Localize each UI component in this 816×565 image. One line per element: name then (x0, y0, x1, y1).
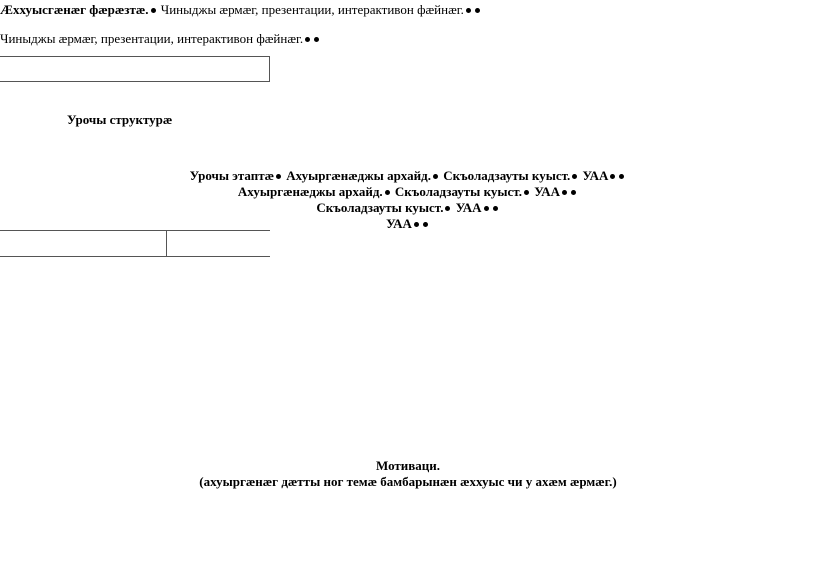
structure-row-3 (0, 200, 816, 216)
resources-line-repeat (0, 31, 321, 47)
item-teacher: Ахуыргæнæджы архайд. (286, 168, 431, 183)
resources-text-repeat: Чиныджы æрмæг, презентации, интерактивон фæйнæг. (0, 31, 304, 46)
bullet-icon (484, 206, 489, 211)
bullet-icon (151, 8, 156, 13)
resources-label: Æххуысгæнæг фæрæзтæ. (0, 2, 149, 17)
bullet-icon (305, 37, 310, 42)
bullet-icon (571, 190, 576, 195)
bullet-icon (466, 8, 471, 13)
bullet-icon (562, 190, 567, 195)
table-top-border (0, 230, 270, 231)
item-uaa: УАА (534, 184, 561, 199)
bullet-icon (610, 174, 615, 179)
item-uaa: УАА (582, 168, 609, 183)
bullet-icon (385, 190, 390, 195)
item-uaa: УАА (455, 200, 482, 215)
bullet-icon (524, 190, 529, 195)
table-column-divider (166, 230, 167, 256)
motivation-title: Мотиваци. (375, 458, 441, 473)
motivation-subtitle: (ахуыргæнæг дæтты ног темæ бамбарынæн æххуыс чи у ахæм æрмæг.) (199, 474, 617, 489)
bullet-icon (475, 8, 480, 13)
resources-text: Чиныджы æрмæг, презентации, интерактивон фæйнæг. (160, 2, 464, 17)
bullet-icon (619, 174, 624, 179)
bullet-icon (423, 222, 428, 227)
empty-table-cell (0, 56, 270, 82)
item-uaa: УАА (386, 216, 412, 231)
structure-block (0, 168, 816, 232)
table-bottom-border (0, 256, 270, 257)
bullet-icon (414, 222, 419, 227)
bullet-icon (433, 174, 438, 179)
motivation-block (0, 458, 816, 490)
bullet-icon (493, 206, 498, 211)
structure-row-2 (0, 184, 816, 200)
structure-row-1 (0, 168, 816, 184)
structure-heading: Урочы структурæ (67, 112, 173, 127)
item-teacher: Ахуыргæнæджы архайд. (237, 184, 383, 199)
bullet-icon (572, 174, 577, 179)
stages-label: Урочы этаптæ (189, 168, 274, 183)
item-students: Скъоладзауты куыст. (443, 168, 571, 183)
item-students: Скъоладзауты куыст. (394, 184, 522, 199)
bullet-icon (276, 174, 281, 179)
resources-line (0, 2, 482, 18)
item-students: Скъоладзауты куыст. (316, 200, 444, 215)
bullet-icon (445, 206, 450, 211)
bullet-icon (314, 37, 319, 42)
